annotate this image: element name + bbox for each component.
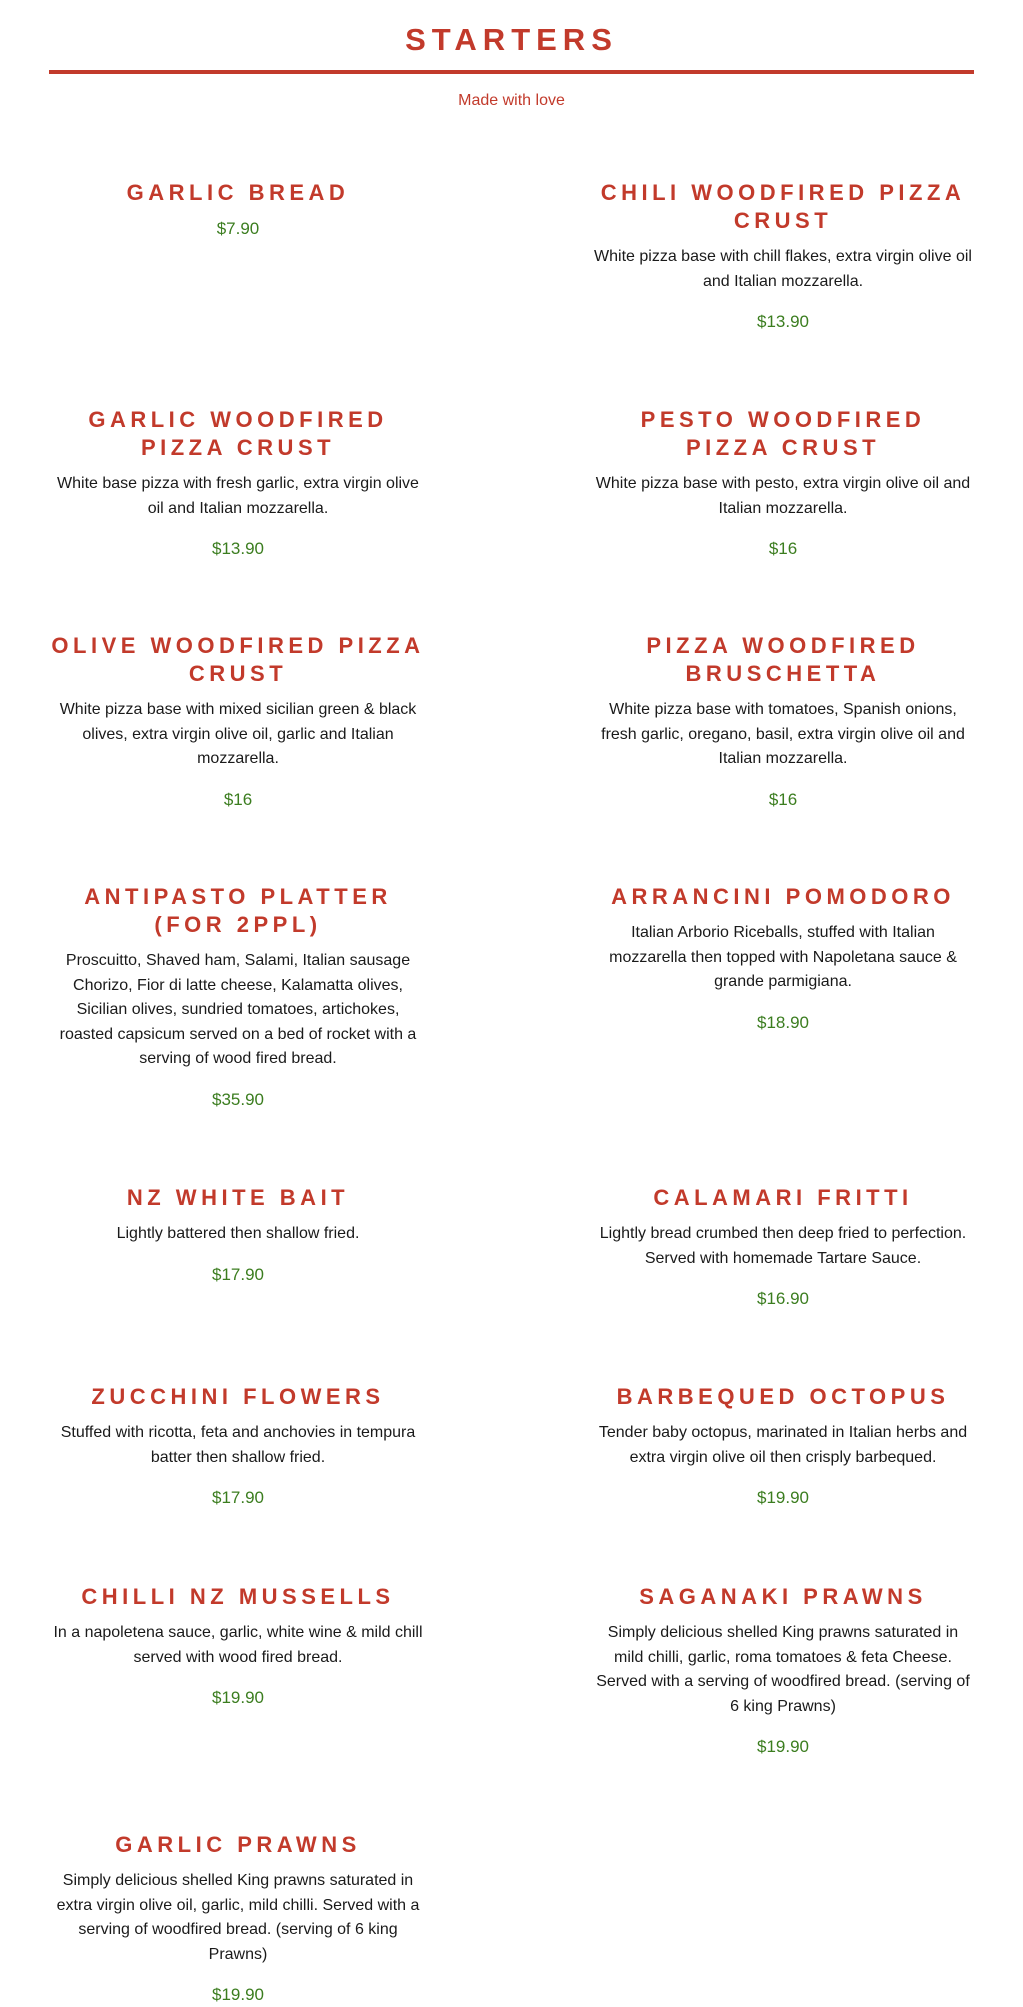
menu-item-price: $17.90 [212,1488,264,1507]
menu-item-name: CALAMARI FRITTI [653,1185,913,1210]
menu-item [593,1383,973,1510]
menu-item-price: $17.90 [212,1264,264,1284]
menu-item-price: $18.90 [757,1012,809,1032]
menu-item-description: White pizza base with pesto, extra virgin olive oil and Italian mozzarella. [595,475,971,517]
menu-item-price: $7.90 [216,219,260,238]
menu-item-price: $13.90 [757,312,809,331]
menu-item [48,1184,428,1287]
menu-item-name: PESTO WOODFIRED PIZZA CRUST [640,407,926,460]
menu-item-price: $16 [768,789,798,809]
menu-item-name: GARLIC PRAWNS [115,1832,361,1857]
menu-item-description: Lightly bread crumbed then deep fried to perfection. Served with homemade Tartare Sauce. [599,1225,967,1267]
menu-item-price: $16.90 [757,1289,809,1308]
menu-item-name: CHILLI NZ MUSSELLS [81,1584,395,1609]
menu-item [593,406,973,561]
menu-item [593,1184,973,1311]
menu-item-description: White pizza base with tomatoes, Spanish onions, fresh garlic, oregano, basil, extra virgin olive oil and Italian mozzarella. [601,701,965,767]
menu-item-description: Lightly battered then shallow fried. [116,1225,360,1242]
menu-item-description: Simply delicious shelled King prawns saturated in extra virgin olive oil, garlic, mild chilli. Served with a serving of woodfired bread. (serving of 6 king Prawns) [56,1872,420,1963]
menu-item-description: White base pizza with fresh garlic, extra virgin olive oil and Italian mozzarella. [57,475,419,517]
page-title: STARTERS [405,22,618,57]
menu-item-description: Proscuitto, Shaved ham, Salami, Italian sausage Chorizo, Fior di latte cheese, Kalamatta olives, Sicilian olives, sundried tomatoes, artichokes, roasted capsicum served on a bed of rocket with a serving of wood fired bread. [59,952,417,1067]
menu-item-name: OLIVE WOODFIRED PIZZA CRUST [51,633,425,686]
menu-item-description: Stuffed with ricotta, feta and anchovies in tempura batter then shallow fried. [60,1424,416,1466]
menu-item-name: GARLIC BREAD [126,180,350,205]
menu-item-price: $16 [223,789,253,809]
menu-item [48,1583,428,1710]
menu-item-price: $19.90 [212,1688,264,1707]
menu-item-description: White pizza base with mixed sicilian green & black olives, extra virgin olive oil, garlic and Italian mozzarella. [59,701,417,767]
menu-item [48,179,428,241]
menu-item [48,1831,428,2007]
menu-item-price: $19.90 [212,1985,264,2004]
menu-item [593,179,973,334]
menu-item-price: $13.90 [212,539,264,558]
menu-item-description: Italian Arborio Riceballs, stuffed with Italian mozzarella then topped with Napoletana sauce & grande parmigiana. [609,924,957,990]
menu-item-description: White pizza base with chill flakes, extra virgin olive oil and Italian mozzarella. [594,248,972,290]
menu-item [593,632,973,812]
menu-item-name: GARLIC WOODFIRED PIZZA CRUST [88,407,388,460]
menu-item-name: PIZZA WOODFIRED BRUSCHETTA [646,633,920,686]
page-subtitle: Made with love [458,92,565,109]
menu-item [48,883,428,1112]
menu-item-name: ANTIPASTO PLATTER (FOR 2PPL) [84,884,392,937]
menu-item-description: Simply delicious shelled King prawns saturated in mild chilli, garlic, roma tomatoes & feta Cheese. Served with a serving of woodfired bread. (serving of 6 king Prawns) [596,1624,970,1715]
menu-item-name: SAGANAKI PRAWNS [639,1584,927,1609]
menu-item-name: ZUCCHINI FLOWERS [91,1384,385,1409]
menu-item-name: CHILI WOODFIRED PIZZA CRUST [600,180,966,233]
menu-item-price: $35.90 [212,1089,264,1109]
menu-item-description: In a napoletena sauce, garlic, white wine & mild chill served with wood fired bread. [53,1624,423,1666]
menu-item-name: ARRANCINI POMODORO [611,884,955,909]
menu-item-price: $19.90 [757,1488,809,1507]
menu-item [48,632,428,812]
menu-item-name: BARBEQUED OCTOPUS [616,1384,950,1409]
menu-item [48,406,428,561]
menu-item-description: Tender baby octopus, marinated in Italian herbs and extra virgin olive oil then crisply barbequed. [598,1424,968,1466]
menu-item [593,883,973,1035]
title-divider [49,70,974,74]
menu-item-price: $16 [768,539,798,558]
menu-item-name: NZ WHITE BAIT [126,1185,350,1210]
menu-item [593,1583,973,1759]
menu-item [48,1383,428,1510]
menu-item-price: $19.90 [757,1737,809,1756]
